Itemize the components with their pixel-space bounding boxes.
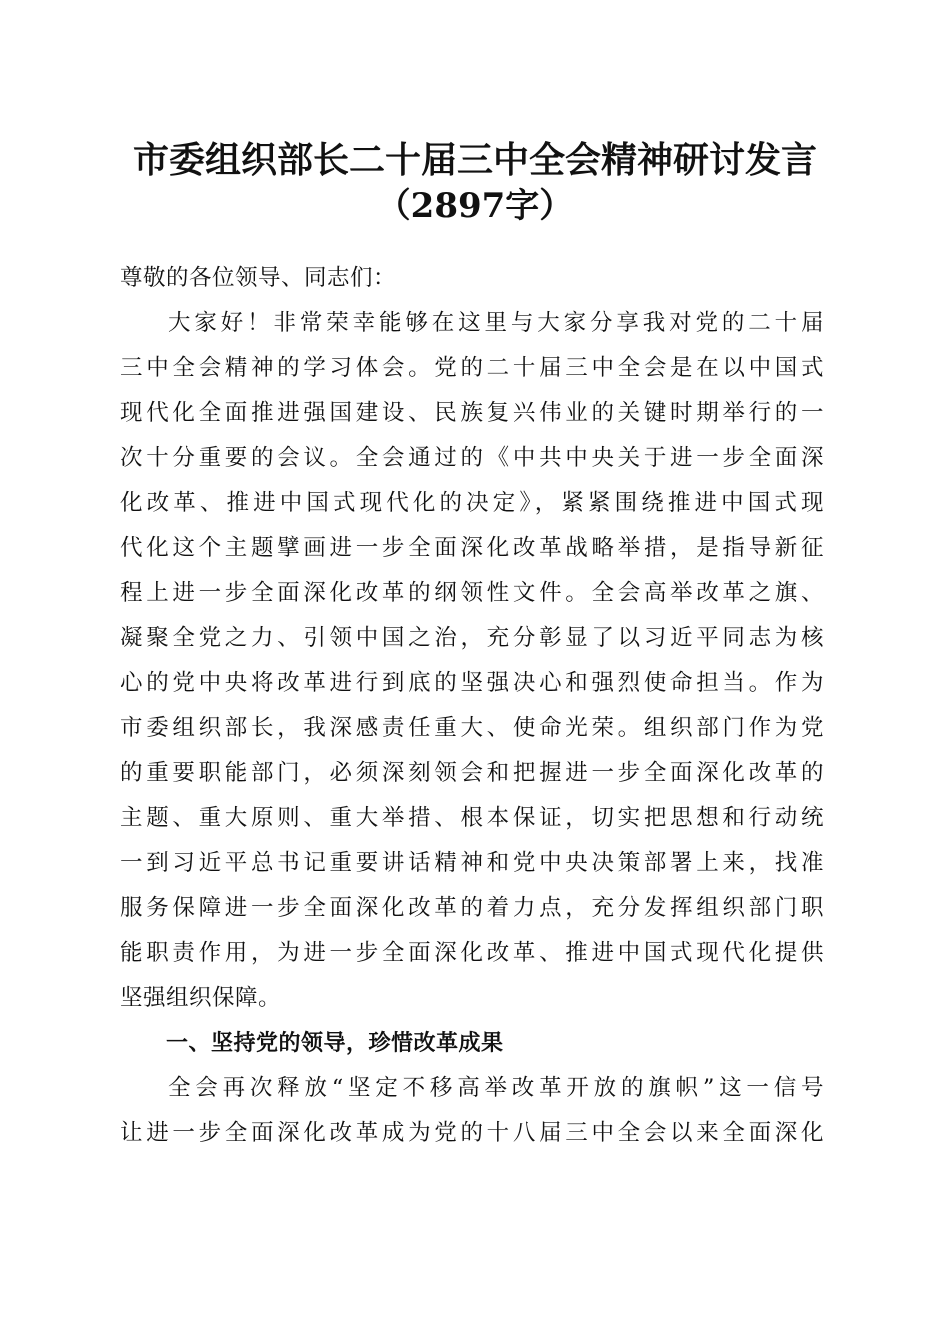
paragraph-line: 现代化全面推进强国建设、民族复兴伟业的关键时期举行的一 xyxy=(120,400,824,426)
paragraph-line: 让进一步全面深化改革成为党的十八届三中全会以来全面深化 xyxy=(120,1120,824,1146)
paragraph-line: 心的党中央将改革进行到底的坚强决心和强烈使命担当。作为 xyxy=(120,670,824,696)
paragraph-line: 服务保障进一步全面深化改革的着力点，充分发挥组织部门职 xyxy=(120,895,824,921)
paragraph-line: 市委组织部长，我深感责任重大、使命光荣。组织部门作为党 xyxy=(120,715,824,741)
paragraph-line: 化改革、推进中国式现代化的决定》，紧紧围绕推进中国式现 xyxy=(120,490,824,516)
paragraph-line: 全会再次释放“坚定不移高举改革开放的旗帜”这一信号 xyxy=(168,1075,824,1101)
paragraph-line: 一到习近平总书记重要讲话精神和党中央决策部署上来，找准 xyxy=(120,850,824,876)
paragraph-line: 能职责作用，为进一步全面深化改革、推进中国式现代化提供 xyxy=(120,940,824,966)
section-heading: 一、坚持党的领导，珍惜改革成果 xyxy=(166,1031,504,1056)
word-count-subtitle: （2897字） xyxy=(376,186,574,226)
paragraph-line: 次十分重要的会议。全会通过的《中共中央关于进一步全面深 xyxy=(120,445,824,471)
salutation: 尊敬的各位领导、同志们： xyxy=(120,265,397,291)
paragraph-line: 主题、重大原则、重大举措、根本保证，切实把思想和行动统 xyxy=(120,805,824,831)
paragraph-line: 代化这个主题擘画进一步全面深化改革战略举措，是指导新征 xyxy=(120,535,824,561)
paragraph-line: 的重要职能部门，必须深刻领会和把握进一步全面深化改革的 xyxy=(120,760,824,786)
title-block xyxy=(0,138,950,228)
paragraph-line: 坚强组织保障。 xyxy=(120,985,282,1011)
paragraph-line: 程上进一步全面深化改革的纲领性文件。全会高举改革之旗、 xyxy=(120,580,824,606)
document-body xyxy=(120,256,824,1156)
paragraph-line: 三中全会精神的学习体会。党的二十届三中全会是在以中国式 xyxy=(120,355,824,381)
paragraph-line: 大家好！非常荣幸能够在这里与大家分享我对党的二十届 xyxy=(168,310,824,336)
paragraph-line: 凝聚全党之力、引领中国之治，充分彰显了以习近平同志为核 xyxy=(120,625,824,651)
page-title: 市委组织部长二十届三中全会精神研讨发言 xyxy=(132,139,817,181)
